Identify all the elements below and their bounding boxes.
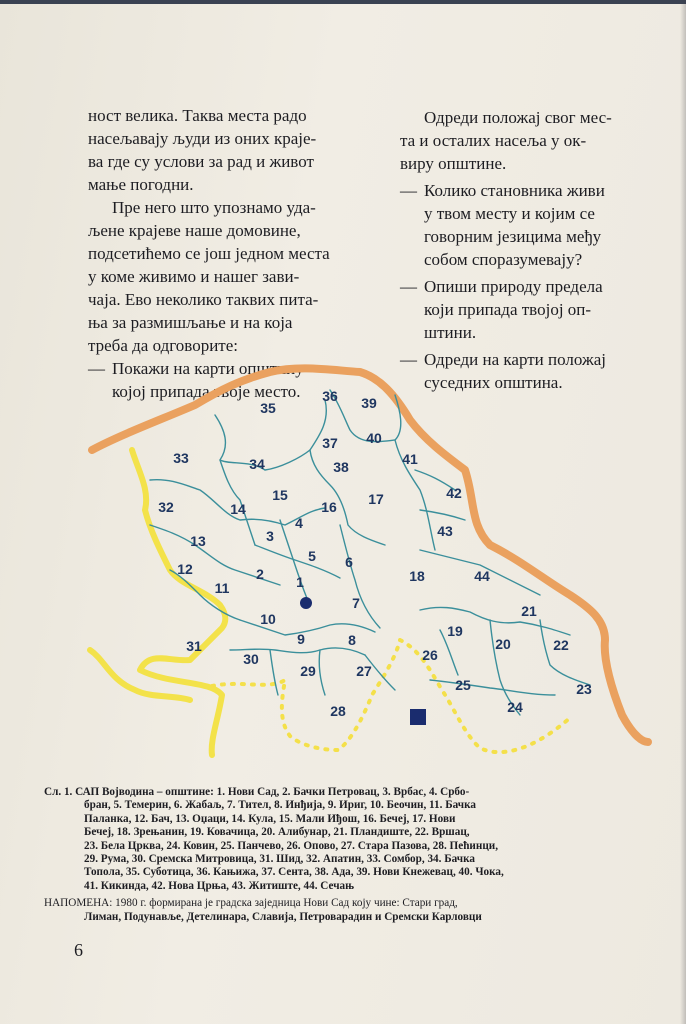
- text-line: Одреди на карти положај: [424, 350, 606, 369]
- text-line: чаја. Ево неколико таквих пита-: [88, 290, 319, 309]
- map-label: 21: [521, 603, 537, 619]
- text-line: Опиши природу предела: [424, 277, 603, 296]
- map-label: 42: [446, 485, 462, 501]
- map-label: 35: [260, 400, 276, 416]
- map-label: 24: [507, 699, 523, 715]
- text-line: у твом месту и којим се: [424, 204, 595, 223]
- map-label: 11: [214, 580, 230, 596]
- left-paragraph-2: [88, 196, 360, 357]
- text-line: говорним језицима међу: [424, 227, 602, 246]
- map-label: 2: [256, 566, 264, 582]
- text-line: Пре него што упознамо уда-: [112, 198, 316, 217]
- map-label: 32: [158, 499, 174, 515]
- dash-mark: —: [400, 181, 417, 200]
- map-label: 25: [455, 677, 471, 693]
- map-label: 1: [296, 574, 304, 590]
- map-label: 18: [409, 568, 425, 584]
- map-label: 6: [345, 554, 353, 570]
- caption-line: бран, 5. Темерин, 6. Жабаљ, 7. Тител, 8. Инђија, 9. Ириг, 10. Беочин, 11. Бачка: [84, 799, 476, 812]
- map-label: 15: [272, 487, 288, 503]
- caption-line: Топола, 35. Суботица, 36. Кањижа, 37. Сента, 38. Ада, 39. Нови Кнежевац, 40. Чока,: [84, 866, 504, 879]
- map-label: 8: [348, 632, 356, 648]
- caption-line: 23. Бела Црква, 24. Ковин, 25. Панчево, 26. Опово, 27. Стара Пазова, 28. Пећинци,: [84, 839, 499, 852]
- map-label: 30: [243, 651, 259, 667]
- outer-border: [92, 368, 648, 742]
- map-label: 23: [576, 681, 592, 697]
- map-label: 29: [300, 663, 316, 679]
- map-label: 26: [422, 647, 438, 663]
- caption-line: Сл. 1. САП Војводина – општине: 1. Нови Сад, 2. Бачки Петровац, 3. Врбас, 4. Србо-: [44, 786, 470, 798]
- text-line: Покажи на карти општину: [112, 359, 304, 378]
- map-label: 38: [333, 459, 349, 475]
- text-line: ва где су услови за рад и живот: [88, 152, 314, 171]
- text-line: та и осталих насеља у ок-: [400, 131, 587, 150]
- dash-mark: —: [400, 277, 417, 296]
- map-label: 22: [553, 637, 569, 653]
- belgrade-marker: [410, 709, 426, 725]
- map-label: 9: [297, 631, 305, 647]
- map-label: 5: [308, 548, 316, 564]
- map-label: 19: [447, 623, 463, 639]
- map-label: 41: [402, 451, 418, 467]
- text-line: ност велика. Таква места радо: [88, 106, 307, 125]
- vojvodina-map: [0, 350, 686, 780]
- page-number: 6: [74, 940, 83, 960]
- dash-mark: —: [400, 350, 417, 369]
- map-label: 43: [437, 523, 453, 539]
- yellow-border-srem: [212, 640, 572, 752]
- novi-sad-marker: [300, 597, 312, 609]
- map-label: 34: [249, 456, 265, 472]
- caption-line: 41. Кикинда, 42. Нова Црња, 43. Житиште, 44. Сечањ: [84, 879, 355, 892]
- text-line: мање погодни.: [88, 175, 194, 194]
- map-label: 3: [266, 528, 274, 544]
- text-line: Одреди положај свог мес-: [424, 108, 612, 127]
- note-line: Лиман, Подунавље, Детелинара, Славија, Петроварадин и Сремски Карловци: [84, 911, 482, 923]
- text-line: који припада твојој оп-: [424, 300, 592, 319]
- text-line: Колико становника живи: [424, 181, 605, 200]
- left-paragraph-1: [88, 104, 360, 196]
- text-line: суседних општина.: [424, 373, 563, 392]
- footnote: [44, 896, 614, 924]
- map-label: 39: [361, 395, 377, 411]
- map-label: 7: [352, 595, 360, 611]
- map-label: 16: [321, 499, 337, 515]
- question-item: [400, 179, 658, 271]
- yellow-border-west: [132, 450, 225, 755]
- right-paragraph-1: [400, 106, 658, 175]
- note-line: НАПОМЕНА: 1980 г. формирана је градска заједница Нови Сад коју чине: Стари град,: [44, 897, 458, 909]
- text-line: којој припада твоје место.: [112, 382, 301, 401]
- top-edge: [0, 0, 686, 4]
- map-label: 37: [322, 435, 338, 451]
- map-label: 27: [356, 663, 372, 679]
- question-item: [400, 275, 658, 344]
- figure-caption: [44, 786, 614, 893]
- map-label: 33: [173, 450, 189, 466]
- caption-line: 29. Рума, 30. Сремска Митровица, 31. Шид, 32. Апатин, 33. Сомбор, 34. Бачка: [84, 853, 475, 866]
- map-label: 40: [366, 430, 382, 446]
- text-line: виру општине.: [400, 154, 507, 173]
- text-line: у коме живимо и нашег зави-: [88, 267, 300, 286]
- text-line: ња за размишљање и на која: [88, 313, 293, 332]
- text-line: насељавају људи из оних краје-: [88, 129, 317, 148]
- map-label: 13: [190, 533, 206, 549]
- caption-line: Бечеј, 18. Зрењанин, 19. Ковачица, 20. Алибунар, 21. Пландиште, 22. Вршац,: [84, 826, 470, 839]
- map-label: 36: [322, 388, 338, 404]
- map-label: 31: [186, 638, 202, 654]
- map-label: 28: [330, 703, 346, 719]
- text-line: треба да одговорите:: [88, 336, 238, 355]
- map-label: 4: [295, 515, 303, 531]
- map-label: 12: [177, 561, 193, 577]
- text-line: подсетићемо се још једном места: [88, 244, 330, 263]
- map-label: 17: [368, 491, 384, 507]
- dash-mark: —: [88, 359, 105, 378]
- map-label: 44: [474, 568, 490, 584]
- text-line: љене крајеве наше домовине,: [88, 221, 301, 240]
- text-line: собом споразумевају?: [424, 250, 583, 269]
- map-label: 14: [230, 501, 246, 517]
- map-label: 20: [495, 636, 511, 652]
- caption-line: Паланка, 12. Бач, 13. Оџаци, 14. Кула, 15. Мали Иђош, 16. Бечеј, 17. Нови: [84, 812, 456, 825]
- text-line: штини.: [424, 323, 477, 342]
- map-label: 10: [260, 611, 276, 627]
